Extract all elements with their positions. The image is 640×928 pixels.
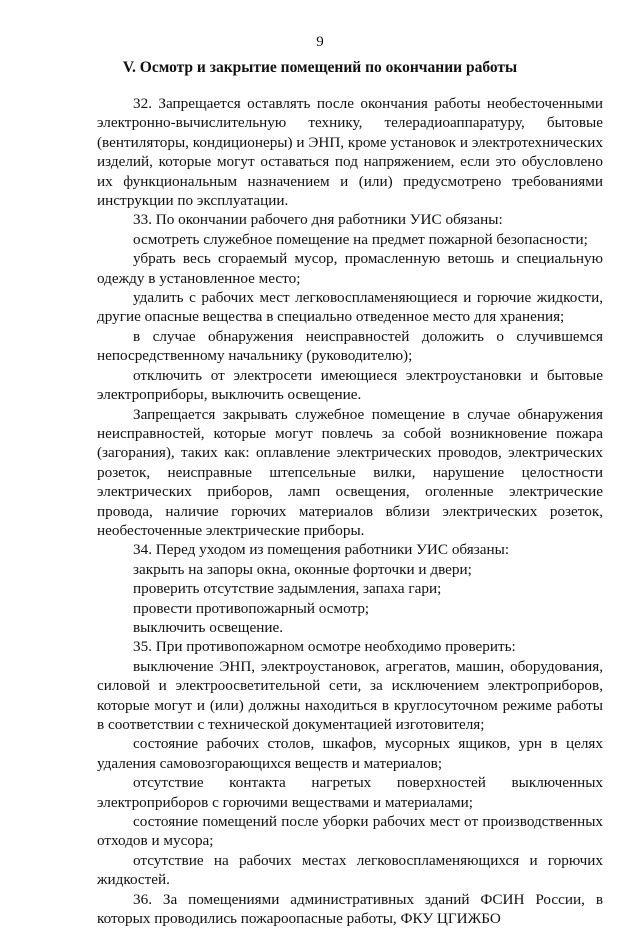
paragraph: 34. Перед уходом из помещения работники УИС обязаны: <box>133 541 510 559</box>
paragraph: удалить с рабочих мест легковоспламеняющиеся и горючие жидкости, другие опасные вещества в специально отведенное место для хранения; <box>97 289 603 326</box>
paragraph: осмотреть служебное помещение на предмет пожарной безопасности; <box>133 230 588 248</box>
paragraph: отсутствие на рабочих местах легковоспламеняющихся и горючих жидкостей. <box>97 851 603 889</box>
paragraph: состояние рабочих столов, шкафов, мусорных ящиков, урн в целях удаления самовозгорающихся веществ и материалов; <box>97 735 603 772</box>
paragraph: состояние помещений после уборки рабочих мест от производственных отходов и мусора; <box>97 813 603 850</box>
paragraph: в случае обнаружения неисправностей доложить о случившемся непосредственному начальнику (руководителю); <box>97 327 603 365</box>
paragraph: 32. Запрещается оставлять после окончания работы необесточенными электронно-вычислительную технику, телерадиоаппаратуру, бытовые (вентиляторы, кондиционеры) и ЭНП, кроме установок и электротехнических изделий, которые могут оставаться под напряжением, если это обусловлено их функциональным назначением и (или) предусмотрено требованиями инструкции по эксплуатации. <box>97 95 603 210</box>
section-title: V. Осмотр и закрытие помещений по окончании работы <box>122 59 518 76</box>
paragraph: отключить от электросети имеющиеся электроустановки и бытовые электроприборы, выключить освещение. <box>97 366 603 404</box>
paragraph: Запрещается закрывать служебное помещение в случае обнаружения неисправностей, которые могут повлечь за собой возникновение пожара (загорания), таких как: оплавление электрических проводов, электрических розеток, неисправные штепсельные вилки, нарушение целостности электрических приборов, ламп освещения, оголенные электрические провода, наличие горючих материалов вблизи электрических розеток, необесточенные электрические приборы. <box>97 405 603 539</box>
paragraph: 33. По окончании рабочего дня работники УИС обязаны: <box>133 211 503 229</box>
paragraph: отсутствие контакта нагретых поверхностей выключенных электроприборов с горючими веществами и материалами; <box>97 774 603 811</box>
paragraph: убрать весь сгораемый мусор, промасленную ветошь и специальную одежду в установленное место; <box>97 250 603 287</box>
paragraph: выключение ЭНП, электроустановок, агрегатов, машин, оборудования, силовой и электроосветительной сети, за исключением электроприборов, которые могут и (или) должны находиться в круглосуточном режиме работы в соответствии с технической документацией изготовителя; <box>97 657 603 733</box>
paragraph: выключить освещение. <box>133 618 283 636</box>
paragraph: 35. При противопожарном осмотре необходимо проверить: <box>133 638 516 656</box>
paragraph: закрыть на запоры окна, оконные форточки и двери; <box>133 560 472 578</box>
paragraph: провести противопожарный осмотр; <box>133 599 370 617</box>
paragraph: 36. За помещениями административных зданий ФСИН России, в которых проводились пожароопасные работы, ФКУ ЦГИЖБО <box>97 890 603 928</box>
paragraph: проверить отсутствие задымления, запаха гари; <box>133 580 442 598</box>
page-number: 9 <box>316 34 324 50</box>
body-text <box>97 94 603 928</box>
